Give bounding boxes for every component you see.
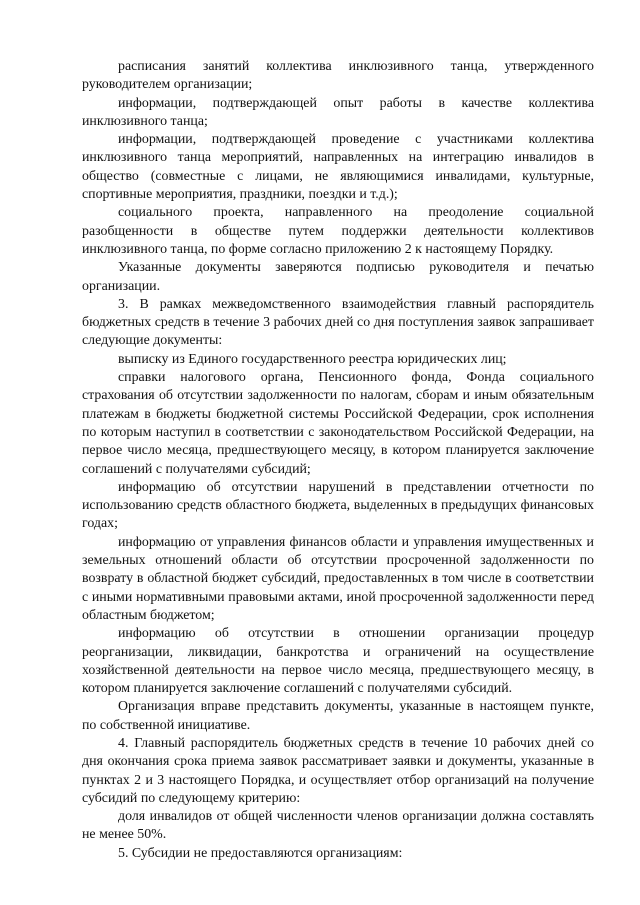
paragraph-own-initiative: Организация вправе представить документы, указанные в настоящем пункте, по собственной инициативе. [82, 699, 594, 733]
paragraph-reporting-violations: информацию об отсутствии нарушений в представлении отчетности по использованию средств областного бюджета, выделенных в предыдущих финансовых годах; [82, 479, 594, 532]
paragraph-item-4: 4. Главный распорядитель бюджетных средств в течение 10 рабочих дней со дня окончания срока приема заявок рассматривает заявки и документы, указанные в пунктах 2 и 3 настоящего Порядка, и осуществляет отбор организаций на получение субсидий по следующему критерию: [82, 735, 594, 806]
paragraph-criterion: доля инвалидов от общей численности членов организации должна составлять не менее 50%. [82, 809, 594, 843]
paragraph-reorganization: информацию об отсутствии в отношении организации процедур реорганизации, ликвидации, банкротства и ограничений на осуществление хозяйственной деятельности на первое число месяца, предшествующего месяцу, в котором планируется заключение соглашений с получателями субсидий. [82, 626, 594, 697]
paragraph-item-5: 5. Субсидии не предоставляются организациям: [118, 845, 403, 861]
paragraph-registry-extract: выписку из Единого государственного реестра юридических лиц; [118, 351, 507, 367]
paragraph-events: информации, подтверждающей проведение с участниками коллектива инклюзивного танца мероприятий, направленных на интеграцию инвалидов в общество (совместные с лицами, не являющимися инвалидами, культурные, спортивные мероприятия, праздники, поездки и т.д.); [82, 132, 594, 203]
paragraph-schedule: расписания занятий коллектива инклюзивного танца, утвержденного руководителем организации; [82, 59, 594, 93]
paragraph-experience: информации, подтверждающей опыт работы в качестве коллектива инклюзивного танца; [82, 95, 594, 129]
paragraph-certification: Указанные документы заверяются подписью руководителя и печатью организации. [82, 260, 594, 294]
paragraph-tax-certificates: справки налогового органа, Пенсионного фонда, Фонда социального страхования об отсутствии задолженности по налогам, сборам и иным обязательным платежам в бюджеты бюджетной системы Российской Федерации, срок исполнения по которым наступил в соответствии с законодательством Российской Федерации, на первое число месяца, предшествующего месяцу, в котором планируется заключение соглашений с получателями субсидий; [82, 370, 594, 477]
paragraph-social-project: социального проекта, направленного на преодоление социальной разобщенности в обществе путем поддержки деятельности коллективов инклюзивного танца, по форме согласно приложению 2 к настоящему Порядку. [82, 205, 594, 257]
document-page [82, 58, 594, 863]
paragraph-finance-department: информацию от управления финансов области и управления имущественных и земельных отношений области об отсутствии просроченной задолженности по возврату в областной бюджет субсидий, предоставленных в том числе в соответствии с иными нормативными правовыми актами, иной просроченной задолженности перед областным бюджетом; [82, 534, 594, 623]
paragraph-item-3: 3. В рамках межведомственного взаимодействия главный распорядитель бюджетных средств в течение 3 рабочих дней со дня поступления заявок запрашивает следующие документы: [82, 296, 594, 349]
